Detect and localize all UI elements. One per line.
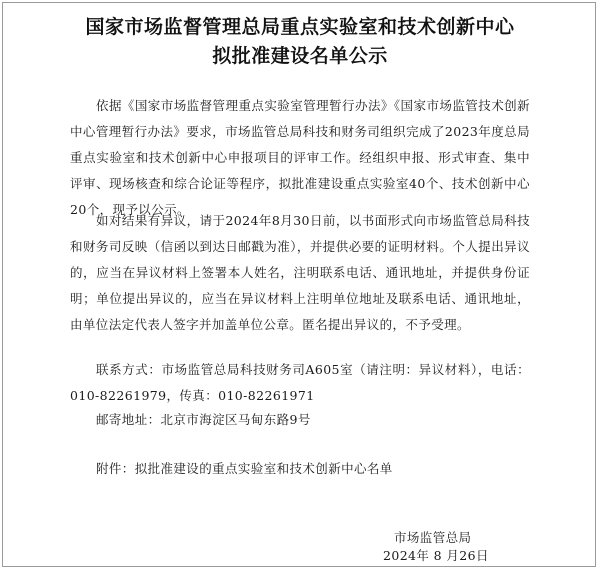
paragraph-contact: 联系方式：市场监管总局科技财务司A605室（请注明：异议材料），电话：010-82261979，传真：010-82261971 — [70, 362, 530, 403]
document-title-line-2: 拟批准建设名单公示 — [212, 45, 388, 67]
paragraph-objection: 如对结果有异议，请于2024年8月30日前，以书面形式向市场监管总局科技和财务司反映（信函以到达日邮戳为准），并提供必要的证明材料。个人提出异议的，应当在异议材料上签署本人姓名，注明联系电话、通讯地址，并提供身份证明；单位提出异议的，应当在异议材料上注明单位地址及联系电话、通讯地址，由单位法定代表人签字并加盖单位公章。匿名提出异议的，不予受理。 — [70, 213, 530, 332]
signature-organization: 市场监管总局 — [394, 530, 472, 545]
signature-date: 2024年 8 月26日 — [383, 548, 489, 563]
paragraph-attachment: 附件：拟批准建设的重点实验室和技术创新中心名单 — [96, 461, 393, 476]
paragraph-basis: 依据《国家市场监督管理重点实验室管理暂行办法》《国家市场监管技术创新中心管理暂行办法》要求，市场监管总局科技和财务司组织完成了2023年度总局重点实验室和技术创新中心申报项目的评审工作。经组织申报、形式审查、集中评审、现场核查和综合论证等程序，拟批准建设重点实验室40个、技术创新中心20个，现予以公示。 — [70, 98, 530, 217]
document-title-line-1: 国家市场监督管理总局重点实验室和技术创新中心 — [85, 16, 515, 38]
paragraph-address: 邮寄地址：北京市海淀区马甸东路9号 — [96, 412, 311, 427]
